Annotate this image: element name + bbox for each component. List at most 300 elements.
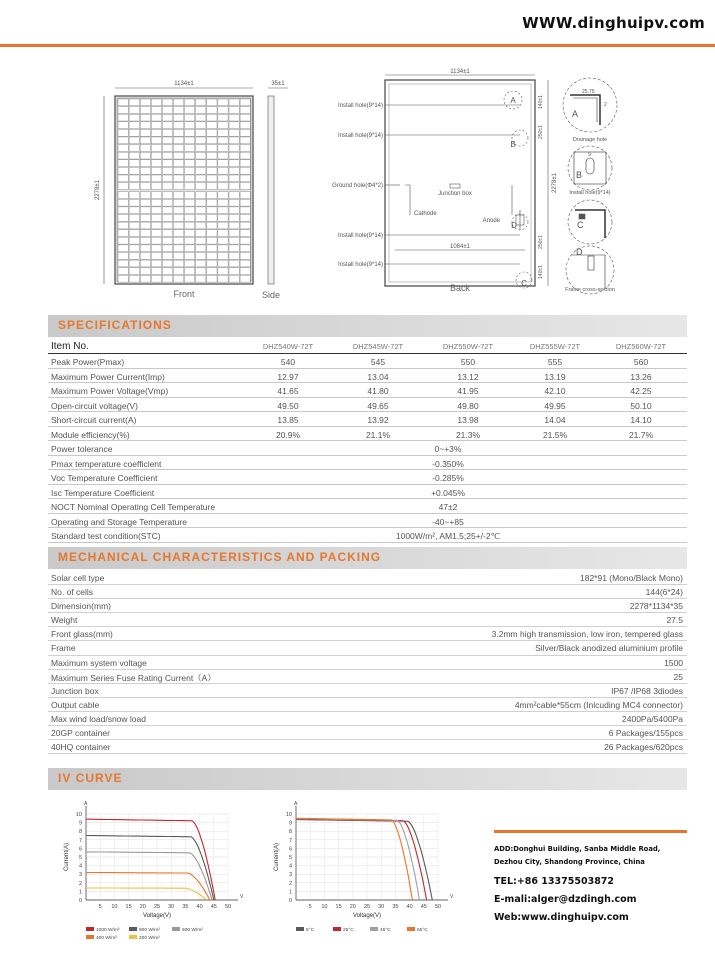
spec-value: +0.045% — [431, 487, 465, 498]
y-axis-marker: A — [84, 801, 88, 807]
solar-cell — [151, 222, 161, 229]
front-width-dim: 1134±1 — [174, 81, 194, 87]
mechanical-table — [48, 571, 687, 754]
spec-value: 42.25 — [630, 386, 652, 396]
solar-cell — [129, 268, 139, 275]
solar-cell — [151, 122, 161, 129]
solar-cell — [162, 99, 172, 106]
legend-swatch — [172, 927, 180, 931]
solar-cell — [240, 99, 250, 106]
mechanical-value: 1500 — [664, 657, 683, 668]
solar-cell — [151, 114, 161, 121]
solar-cell — [174, 114, 184, 121]
model-header: DHZ550W-72T — [442, 342, 494, 351]
solar-cell — [185, 253, 195, 260]
solar-cell — [140, 260, 150, 267]
solar-cell — [185, 167, 195, 174]
y-axis-marker: A — [294, 801, 298, 807]
spec-row — [48, 398, 687, 413]
solar-cell — [240, 260, 250, 267]
solar-cell — [162, 129, 172, 136]
spec-value: 13.85 — [277, 415, 299, 425]
solar-cell — [240, 114, 250, 121]
back-label: Back — [449, 283, 471, 293]
solar-cell — [229, 230, 239, 237]
solar-cell — [140, 122, 150, 129]
y-tick-label: 0 — [78, 898, 82, 904]
solar-cell — [129, 192, 139, 199]
solar-cell — [218, 167, 228, 174]
solar-cell — [240, 268, 250, 275]
spec-label: Open-circuit voltage(V) — [51, 400, 138, 411]
solar-cell — [174, 245, 184, 252]
solar-cell — [151, 237, 161, 244]
specifications-title: SPECIFICATIONS — [58, 318, 172, 332]
x-tick-label: 50 — [224, 904, 232, 910]
solar-cell — [174, 199, 184, 206]
solar-cell — [140, 145, 150, 152]
spec-row — [48, 456, 687, 471]
y-tick-label: 4 — [78, 863, 82, 870]
x-axis-label: Voltage(V) — [142, 913, 172, 919]
mechanical-row — [48, 712, 687, 726]
spec-value: 49.95 — [544, 400, 566, 411]
solar-cell — [207, 99, 217, 106]
y-tick-label: 5 — [78, 855, 82, 861]
solar-cell — [140, 222, 150, 229]
detail-d-letter: D — [576, 247, 583, 257]
solar-cell — [174, 129, 184, 136]
solar-cell — [218, 107, 228, 114]
solar-cell — [129, 207, 139, 214]
solar-cell — [218, 137, 228, 144]
x-tick-label: 25 — [363, 904, 371, 910]
solar-cell — [218, 260, 228, 267]
spec-value: 1000W/m², AM1.5;25+/-2℃ — [395, 531, 501, 541]
solar-cell — [218, 207, 228, 214]
item-no-header: Item No. — [51, 341, 89, 352]
solar-cell — [151, 253, 161, 260]
detail-a-dims: 25.75 — [582, 89, 595, 95]
mechanical-label: 20GP container — [51, 728, 110, 739]
junction-box-label: Junction box — [438, 191, 472, 197]
y-tick-label: 2 — [288, 880, 292, 887]
side-label: Side — [261, 290, 281, 300]
solar-cell — [129, 237, 139, 244]
spec-value: 12.97 — [277, 371, 299, 382]
mechanical-header — [48, 547, 687, 569]
email[interactable]: E-mali:alger@dzdingh.com — [494, 894, 637, 905]
mechanical-row — [48, 740, 687, 754]
solar-cell — [151, 129, 161, 136]
x-tick-label: 30 — [378, 904, 385, 910]
solar-cell — [229, 260, 239, 267]
solar-cell — [218, 129, 228, 136]
telephone[interactable]: TEL:+86 13375503872 — [494, 876, 615, 887]
callout-c: C — [521, 279, 527, 288]
back-dim-mid: 250±1 — [538, 125, 544, 139]
callout-d: D — [511, 221, 517, 230]
y-tick-label: 9 — [288, 820, 292, 827]
solar-cell — [185, 260, 195, 267]
solar-cell — [118, 199, 128, 206]
solar-cell — [196, 152, 206, 159]
mechanical-label: 40HQ container — [51, 742, 111, 753]
solar-cell — [151, 199, 161, 206]
solar-cell — [140, 237, 150, 244]
solar-cell — [229, 237, 239, 244]
x-tick-label: 5 — [98, 904, 102, 910]
solar-cell — [174, 215, 184, 222]
x-axis-marker: V — [450, 894, 454, 900]
solar-cell — [174, 222, 184, 229]
solar-cell — [229, 207, 239, 214]
solar-cell — [185, 199, 195, 206]
mechanical-value: 2400Pa/5400Pa — [622, 713, 683, 724]
install-hole-label-2: Install hole(9*14) — [337, 133, 383, 139]
solar-cell — [151, 167, 161, 174]
solar-cell — [218, 99, 228, 106]
solar-cell — [140, 152, 150, 159]
install-hole-label-1: Install hole(9*14) — [337, 103, 383, 109]
solar-cell — [207, 199, 217, 206]
side-thickness-dim: 35±1 — [271, 81, 285, 87]
detail-a-dim2: 2 — [604, 102, 607, 108]
solar-cell — [207, 137, 217, 144]
spec-row — [48, 427, 687, 442]
solar-cell — [174, 122, 184, 129]
solar-cell — [151, 275, 161, 282]
module-drawings — [0, 60, 715, 310]
mechanical-label: Junction box — [51, 685, 99, 696]
solar-cell — [140, 107, 150, 114]
solar-cell — [196, 268, 206, 275]
contact-block — [494, 830, 687, 923]
solar-cell — [196, 160, 206, 167]
spec-value: 21.5% — [542, 429, 568, 440]
top-divider — [0, 44, 715, 47]
solar-cell — [151, 268, 161, 275]
detail-c-letter: C — [577, 220, 584, 230]
install-hole-label-3: Install hole(9*14) — [337, 233, 383, 239]
detail-b-dim: 9 — [588, 152, 591, 158]
solar-cell — [162, 237, 172, 244]
solar-cell — [218, 152, 228, 159]
mechanical-row — [48, 670, 687, 684]
legend-label: 1000 W/m² — [96, 928, 120, 933]
solar-cell — [218, 215, 228, 222]
solar-cell — [151, 175, 161, 182]
y-tick-label: 0 — [288, 898, 292, 904]
solar-cell — [229, 152, 239, 159]
solar-cell — [196, 107, 206, 114]
solar-cell — [162, 122, 172, 129]
spec-value: 49.50 — [277, 400, 299, 411]
y-tick-label: 6 — [78, 846, 82, 853]
solar-cell — [162, 199, 172, 206]
solar-cell — [229, 199, 239, 206]
solar-cell — [185, 114, 195, 121]
solar-cell — [185, 145, 195, 152]
solar-cell — [240, 237, 250, 244]
solar-cell — [162, 137, 172, 144]
mechanical-row — [48, 641, 687, 655]
solar-cell — [229, 137, 239, 144]
spec-value: 13.12 — [457, 371, 479, 382]
solar-cell — [151, 183, 161, 190]
spec-value: 41.65 — [277, 386, 299, 396]
model-header: DHZ540W-72T — [262, 342, 314, 351]
spec-value: -0.350% — [432, 458, 464, 469]
spec-row — [48, 499, 687, 514]
solar-cell — [151, 145, 161, 152]
mechanical-value: 144(6*24) — [645, 587, 683, 598]
mechanical-value: 26 Packages/620pcs — [604, 742, 683, 753]
solar-cell — [218, 237, 228, 244]
x-tick-label: 10 — [321, 904, 328, 910]
solar-cell — [162, 160, 172, 167]
solar-cell — [140, 114, 150, 121]
solar-cell — [218, 253, 228, 260]
solar-cell — [118, 145, 128, 152]
spec-value: 0~+3% — [434, 444, 462, 454]
solar-cell — [207, 253, 217, 260]
spec-row — [48, 354, 687, 369]
spec-value: 13.26 — [630, 371, 652, 382]
spec-value: -40~+85 — [432, 516, 464, 527]
solar-cell — [218, 245, 228, 252]
x-tick-label: 20 — [349, 904, 356, 910]
solar-cell — [129, 152, 139, 159]
solar-cell — [174, 237, 184, 244]
solar-cell — [162, 253, 172, 260]
solar-cell — [118, 129, 128, 136]
spec-value: -0.285% — [432, 473, 464, 483]
solar-cell — [185, 175, 195, 182]
solar-cell — [162, 145, 172, 152]
solar-cell — [118, 237, 128, 244]
solar-cell — [240, 245, 250, 252]
spec-label: Voc Temperature Coefficient — [51, 473, 158, 483]
solar-cell — [218, 199, 228, 206]
solar-cell — [185, 222, 195, 229]
solar-cell — [240, 222, 250, 229]
solar-cell — [229, 222, 239, 229]
spec-value: 42.10 — [544, 386, 566, 396]
legend-label: 45°C — [380, 928, 391, 933]
website[interactable]: Web:www.dinghuipv.com — [494, 912, 629, 923]
solar-cell — [196, 114, 206, 121]
solar-cell — [140, 275, 150, 282]
solar-cell — [240, 160, 250, 167]
mechanical-value: 25 — [673, 671, 683, 682]
mechanical-label: Weight — [51, 615, 78, 626]
solar-cell — [240, 175, 250, 182]
solar-cell — [140, 167, 150, 174]
legend-swatch — [333, 927, 341, 931]
spec-value: 21.1% — [365, 429, 391, 440]
solar-cell — [151, 107, 161, 114]
solar-cell — [207, 275, 217, 282]
mechanical-value: IP67 /IP68 3diodes — [611, 685, 683, 696]
solar-cell — [129, 107, 139, 114]
spec-row — [48, 369, 687, 384]
callout-a: A — [510, 96, 516, 105]
solar-cell — [129, 129, 139, 136]
y-tick-label: 5 — [288, 855, 292, 861]
x-tick-label: 25 — [153, 904, 161, 910]
x-tick-label: 5 — [308, 904, 312, 910]
solar-cell — [185, 230, 195, 237]
spec-label: Operating and Storage Temperature — [51, 516, 187, 527]
anode-label: Anode — [482, 218, 500, 224]
solar-cell — [185, 107, 195, 114]
solar-cell — [240, 145, 250, 152]
iv-curve-temperature-chart — [262, 800, 462, 950]
solar-cell — [229, 122, 239, 129]
solar-cell — [196, 253, 206, 260]
solar-cell — [240, 199, 250, 206]
mechanical-label: Output cable — [51, 699, 100, 710]
iv-series-line — [296, 818, 412, 900]
solar-cell — [196, 237, 206, 244]
solar-cell — [218, 275, 228, 282]
mechanical-row — [48, 585, 687, 599]
solar-cell — [118, 192, 128, 199]
solar-cell — [151, 260, 161, 267]
legend-label: 65°C — [417, 928, 428, 933]
solar-cell — [185, 160, 195, 167]
legend-swatch — [370, 927, 378, 931]
spec-label: Standard test condition(STC) — [51, 531, 161, 541]
spec-row — [48, 441, 687, 456]
legend-swatch — [296, 927, 304, 931]
mechanical-label: Maximum system voltage — [51, 657, 147, 668]
solar-cell — [118, 175, 128, 182]
spec-value: 21.7% — [628, 429, 654, 440]
solar-cell — [118, 167, 128, 174]
iv-curve-irradiance-chart — [52, 800, 252, 950]
solar-cell — [229, 99, 239, 106]
website-url[interactable]: WWW.dinghuipv.com — [522, 14, 705, 32]
mechanical-label: Maximum Series Fuse Rating Current（A） — [51, 672, 216, 683]
mechanical-label: No. of cells — [51, 587, 94, 598]
solar-cell — [118, 268, 128, 275]
address-line-2: Dezhou City, Shandong Province, China — [494, 858, 645, 866]
spec-label: Maximum Power Current(Imp) — [51, 371, 165, 382]
solar-cell — [129, 175, 139, 182]
cathode-label: Cathode — [414, 211, 437, 217]
x-tick-label: 40 — [196, 904, 203, 910]
solar-cell — [140, 175, 150, 182]
solar-cell — [162, 175, 172, 182]
mechanical-value: 3.2mm high transmission, low iron, tempered glass — [491, 629, 683, 640]
solar-cell — [129, 260, 139, 267]
solar-cell — [129, 253, 139, 260]
solar-cell — [196, 230, 206, 237]
iv-series-line — [86, 873, 210, 901]
solar-cell — [229, 114, 239, 121]
legend-swatch — [407, 927, 415, 931]
solar-cell — [129, 245, 139, 252]
front-height-dim: 2278±1 — [95, 180, 101, 200]
solar-cell — [196, 183, 206, 190]
solar-cell — [140, 160, 150, 167]
solar-cell — [196, 245, 206, 252]
solar-cell — [129, 199, 139, 206]
solar-cell — [185, 215, 195, 222]
solar-cell — [196, 222, 206, 229]
solar-cell — [162, 230, 172, 237]
solar-cell — [174, 230, 184, 237]
spec-value: 21.3% — [455, 429, 481, 440]
solar-cell — [196, 192, 206, 199]
solar-cell — [207, 222, 217, 229]
y-tick-label: 9 — [78, 820, 82, 827]
solar-cell — [140, 215, 150, 222]
back-width-dim: 1134±1 — [450, 69, 470, 75]
solar-cell — [118, 215, 128, 222]
solar-cell — [129, 230, 139, 237]
y-tick-label: 3 — [78, 872, 82, 879]
solar-cell — [140, 183, 150, 190]
spec-value: 13.92 — [367, 415, 389, 425]
solar-cell — [185, 99, 195, 106]
detail-b-letter: B — [576, 170, 583, 180]
mechanical-label: Solar cell type — [51, 573, 105, 583]
mechanical-row — [48, 613, 687, 627]
solar-cell — [185, 207, 195, 214]
solar-cell — [229, 160, 239, 167]
iv-series-line — [86, 888, 207, 900]
solar-cell — [118, 114, 128, 121]
x-tick-label: 30 — [168, 904, 175, 910]
solar-cell — [174, 207, 184, 214]
solar-cell — [240, 167, 250, 174]
solar-cell — [240, 192, 250, 199]
solar-cell — [174, 268, 184, 275]
spec-row — [48, 485, 687, 500]
model-header: DHZ560W-72T — [615, 342, 667, 351]
x-tick-label: 45 — [420, 904, 427, 910]
solar-cell — [196, 99, 206, 106]
solar-cell — [129, 137, 139, 144]
spec-row — [48, 470, 687, 485]
mechanical-value: 182*91 (Mono/Black Mono) — [579, 573, 683, 583]
solar-cell — [118, 152, 128, 159]
y-tick-label: 8 — [78, 829, 82, 836]
solar-cell — [185, 183, 195, 190]
y-tick-label: 10 — [75, 812, 82, 818]
solar-cell — [140, 137, 150, 144]
solar-cell — [174, 253, 184, 260]
back-dim-mid2: 250±1 — [538, 235, 544, 249]
solar-cell — [118, 260, 128, 267]
solar-cell — [229, 245, 239, 252]
solar-cell — [118, 137, 128, 144]
solar-cell — [207, 175, 217, 182]
solar-cell — [151, 192, 161, 199]
y-tick-label: 10 — [285, 812, 292, 818]
mechanical-value: 6 Packages/155pcs — [608, 728, 683, 739]
solar-cell — [151, 99, 161, 106]
legend-label: 200 W/m² — [139, 936, 160, 941]
solar-cell — [162, 114, 172, 121]
solar-cell — [118, 183, 128, 190]
solar-cell — [174, 260, 184, 267]
spec-label: Short-circuit current(A) — [51, 415, 137, 425]
spec-value: 550 — [460, 357, 476, 367]
